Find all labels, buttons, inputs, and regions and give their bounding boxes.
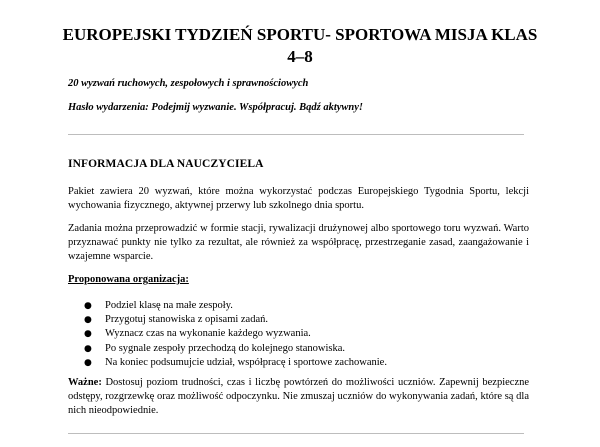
document-title: EUROPEJSKI TYDZIEŃ SPORTU- SPORTOWA MISJA KLAS 4–8 — [62, 25, 538, 66]
list-item — [68, 342, 387, 356]
section-heading: INFORMACJA DLA NAUCZYCIELA — [68, 158, 264, 170]
list-item-text: Wyznacz czas na wykonanie każdego wyzwania. — [105, 328, 311, 340]
list-item-text: Po sygnale zespoły przechodzą do kolejnego stanowiska. — [105, 342, 345, 354]
horizontal-divider — [68, 433, 524, 434]
intro-paragraph: Pakiet zawiera 20 wyzwań, które można wykorzystać podczas Europejskiego Tygodnia Sportu, lekcji wychowania fizycznego, aktywnej przerwy lub szkolnego dnia sportu. — [68, 186, 529, 211]
list-item — [68, 327, 387, 341]
important-note-label: Ważne: — [68, 377, 102, 388]
list-item-text: Podziel klasę na małe zespoły. — [105, 300, 233, 311]
bullet-icon: ● — [84, 301, 92, 311]
organization-list — [68, 299, 387, 370]
bullet-icon: ● — [84, 315, 92, 326]
bullet-icon: ● — [84, 329, 92, 340]
list-item-text: Przygotuj stanowiska z opisami zadań. — [105, 314, 269, 326]
document-subtitle: 20 wyzwań ruchowych, zespołowych i sprawnościowych — [68, 78, 309, 89]
event-motto: Hasło wydarzenia: Podejmij wyzwanie. Współpracuj. Bądź aktywny! — [68, 102, 363, 113]
list-item — [68, 299, 387, 313]
important-note — [68, 376, 529, 418]
bullet-icon: ● — [84, 343, 92, 354]
bullet-icon: ● — [84, 357, 92, 368]
format-paragraph: Zadania można przeprowadzić w formie stacji, rywalizacji drużynowej albo sportowego toru wyzwań. Warto przyznawać punkty nie tylko za rezultat, ale również za współpracę, przestrzeganie zasad, zaangażowanie i wzajemne wsparcie. — [68, 223, 529, 262]
organization-heading: Proponowana organizacja: — [68, 274, 189, 285]
list-item — [68, 313, 387, 327]
important-note-text: Dostosuj poziom trudności, czas i liczbę powtórzeń do możliwości uczniów. Zapewnij bezpieczne odstępy, rozgrzewkę oraz możliwość odpoczynku. Nie zmuszaj uczniów do wykonywania zadań, które są dla nich nieodpowiednie. — [68, 377, 530, 416]
list-item — [68, 356, 387, 370]
horizontal-divider — [68, 134, 524, 135]
list-item-text: Na koniec podsumujcie udział, współpracę i sportowe zachowanie. — [105, 356, 387, 368]
